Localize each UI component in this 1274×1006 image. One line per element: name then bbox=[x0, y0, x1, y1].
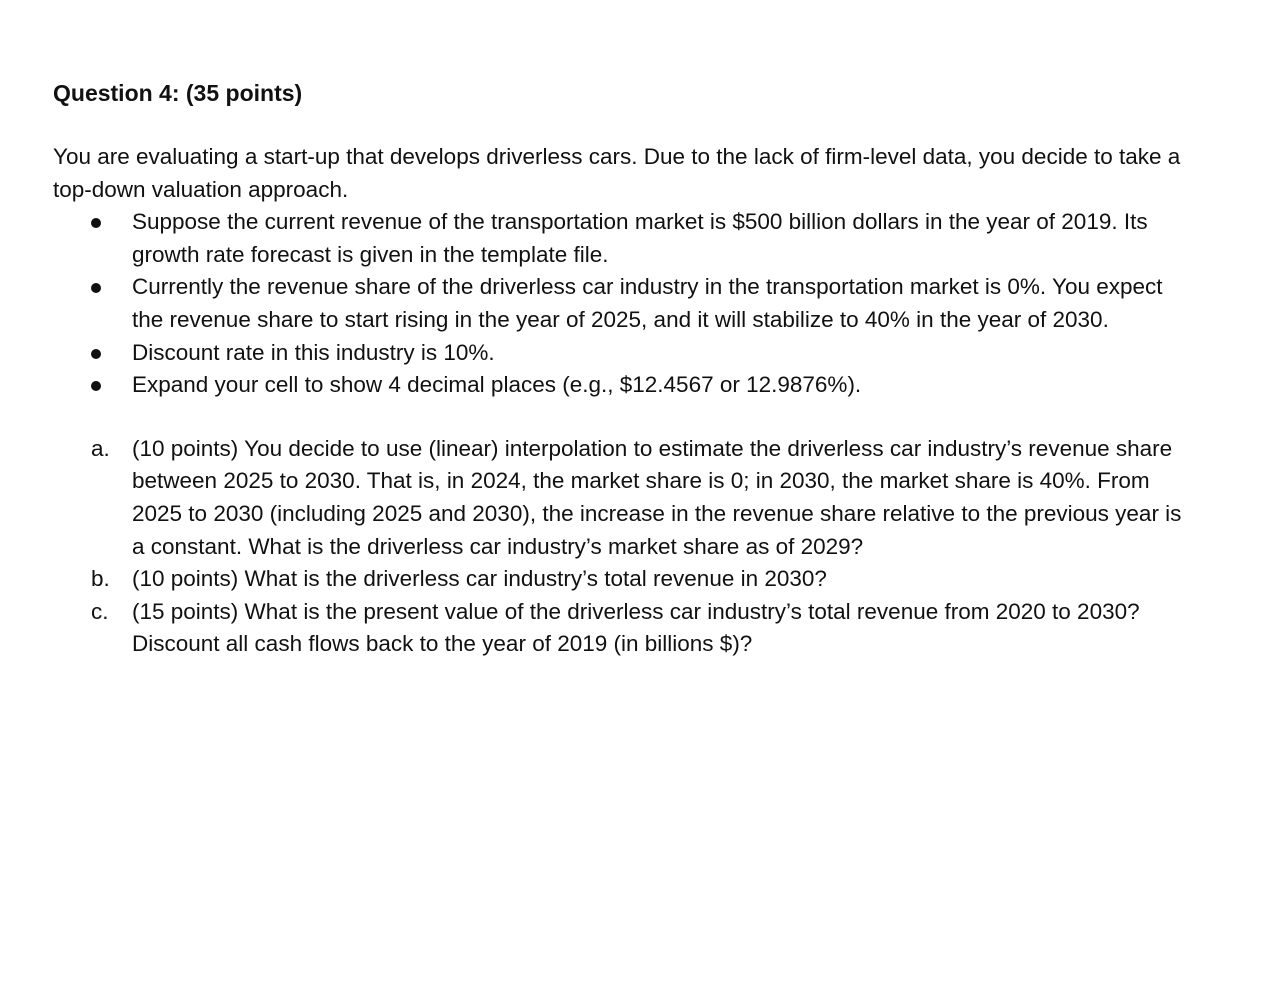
sub-question-item bbox=[53, 596, 1193, 661]
assumption-text: Suppose the current revenue of the transportation market is $500 billion dollars in the year of 2019. Its growth rate forecast is given in the template file. bbox=[132, 209, 1148, 267]
sub-question-item bbox=[53, 433, 1193, 563]
assumption-text: Expand your cell to show 4 decimal places (e.g., $12.4567 or 12.9876%). bbox=[132, 372, 862, 398]
sub-question-text: (10 points) What is the driverless car industry’s total revenue in 2030? bbox=[132, 566, 827, 592]
document-page bbox=[53, 76, 1193, 661]
sub-questions-list bbox=[53, 433, 1193, 661]
assumption-item bbox=[53, 369, 1193, 402]
assumption-item bbox=[53, 337, 1193, 370]
bullet-icon bbox=[91, 283, 101, 293]
assumptions-list bbox=[53, 206, 1193, 402]
bullet-icon bbox=[91, 381, 101, 391]
bullet-icon bbox=[91, 218, 101, 228]
sub-question-item bbox=[53, 563, 1193, 596]
assumption-item bbox=[53, 206, 1193, 271]
bullet-icon bbox=[91, 349, 101, 359]
sub-question-text: (15 points) What is the present value of the driverless car industry’s total revenue from 2020 to 2030? Discount all cash flows back to the year of 2019 (in billions $)? bbox=[132, 598, 1140, 657]
sub-question-marker: a. bbox=[91, 435, 110, 461]
assumption-text: Currently the revenue share of the driverless car industry in the transportation market is 0%. You expect the revenue share to start rising in the year of 2025, and it will stabilize to 40% in the year of 2030. bbox=[132, 274, 1163, 332]
sub-question-text: (10 points) You decide to use (linear) interpolation to estimate the driverless car industry’s revenue share between 2025 to 2030. That is, in 2024, the market share is 0; in 2030, the market share is 40%. From 2025 to 2030 (including 2025 and 2030), the increase in the revenue share relative to the previous year is a constant. What is the driverless car industry’s market share as of 2029? bbox=[132, 435, 1182, 559]
intro-paragraph: You are evaluating a start-up that develops driverless cars. Due to the lack of firm-level data, you decide to take a top-down valuation approach. bbox=[53, 144, 1181, 202]
assumption-text: Discount rate in this industry is 10%. bbox=[132, 339, 495, 365]
sub-question-marker: c. bbox=[91, 598, 109, 624]
question-title: Question 4: (35 points) bbox=[53, 80, 303, 106]
assumption-item bbox=[53, 271, 1193, 336]
sub-question-marker: b. bbox=[91, 566, 110, 592]
